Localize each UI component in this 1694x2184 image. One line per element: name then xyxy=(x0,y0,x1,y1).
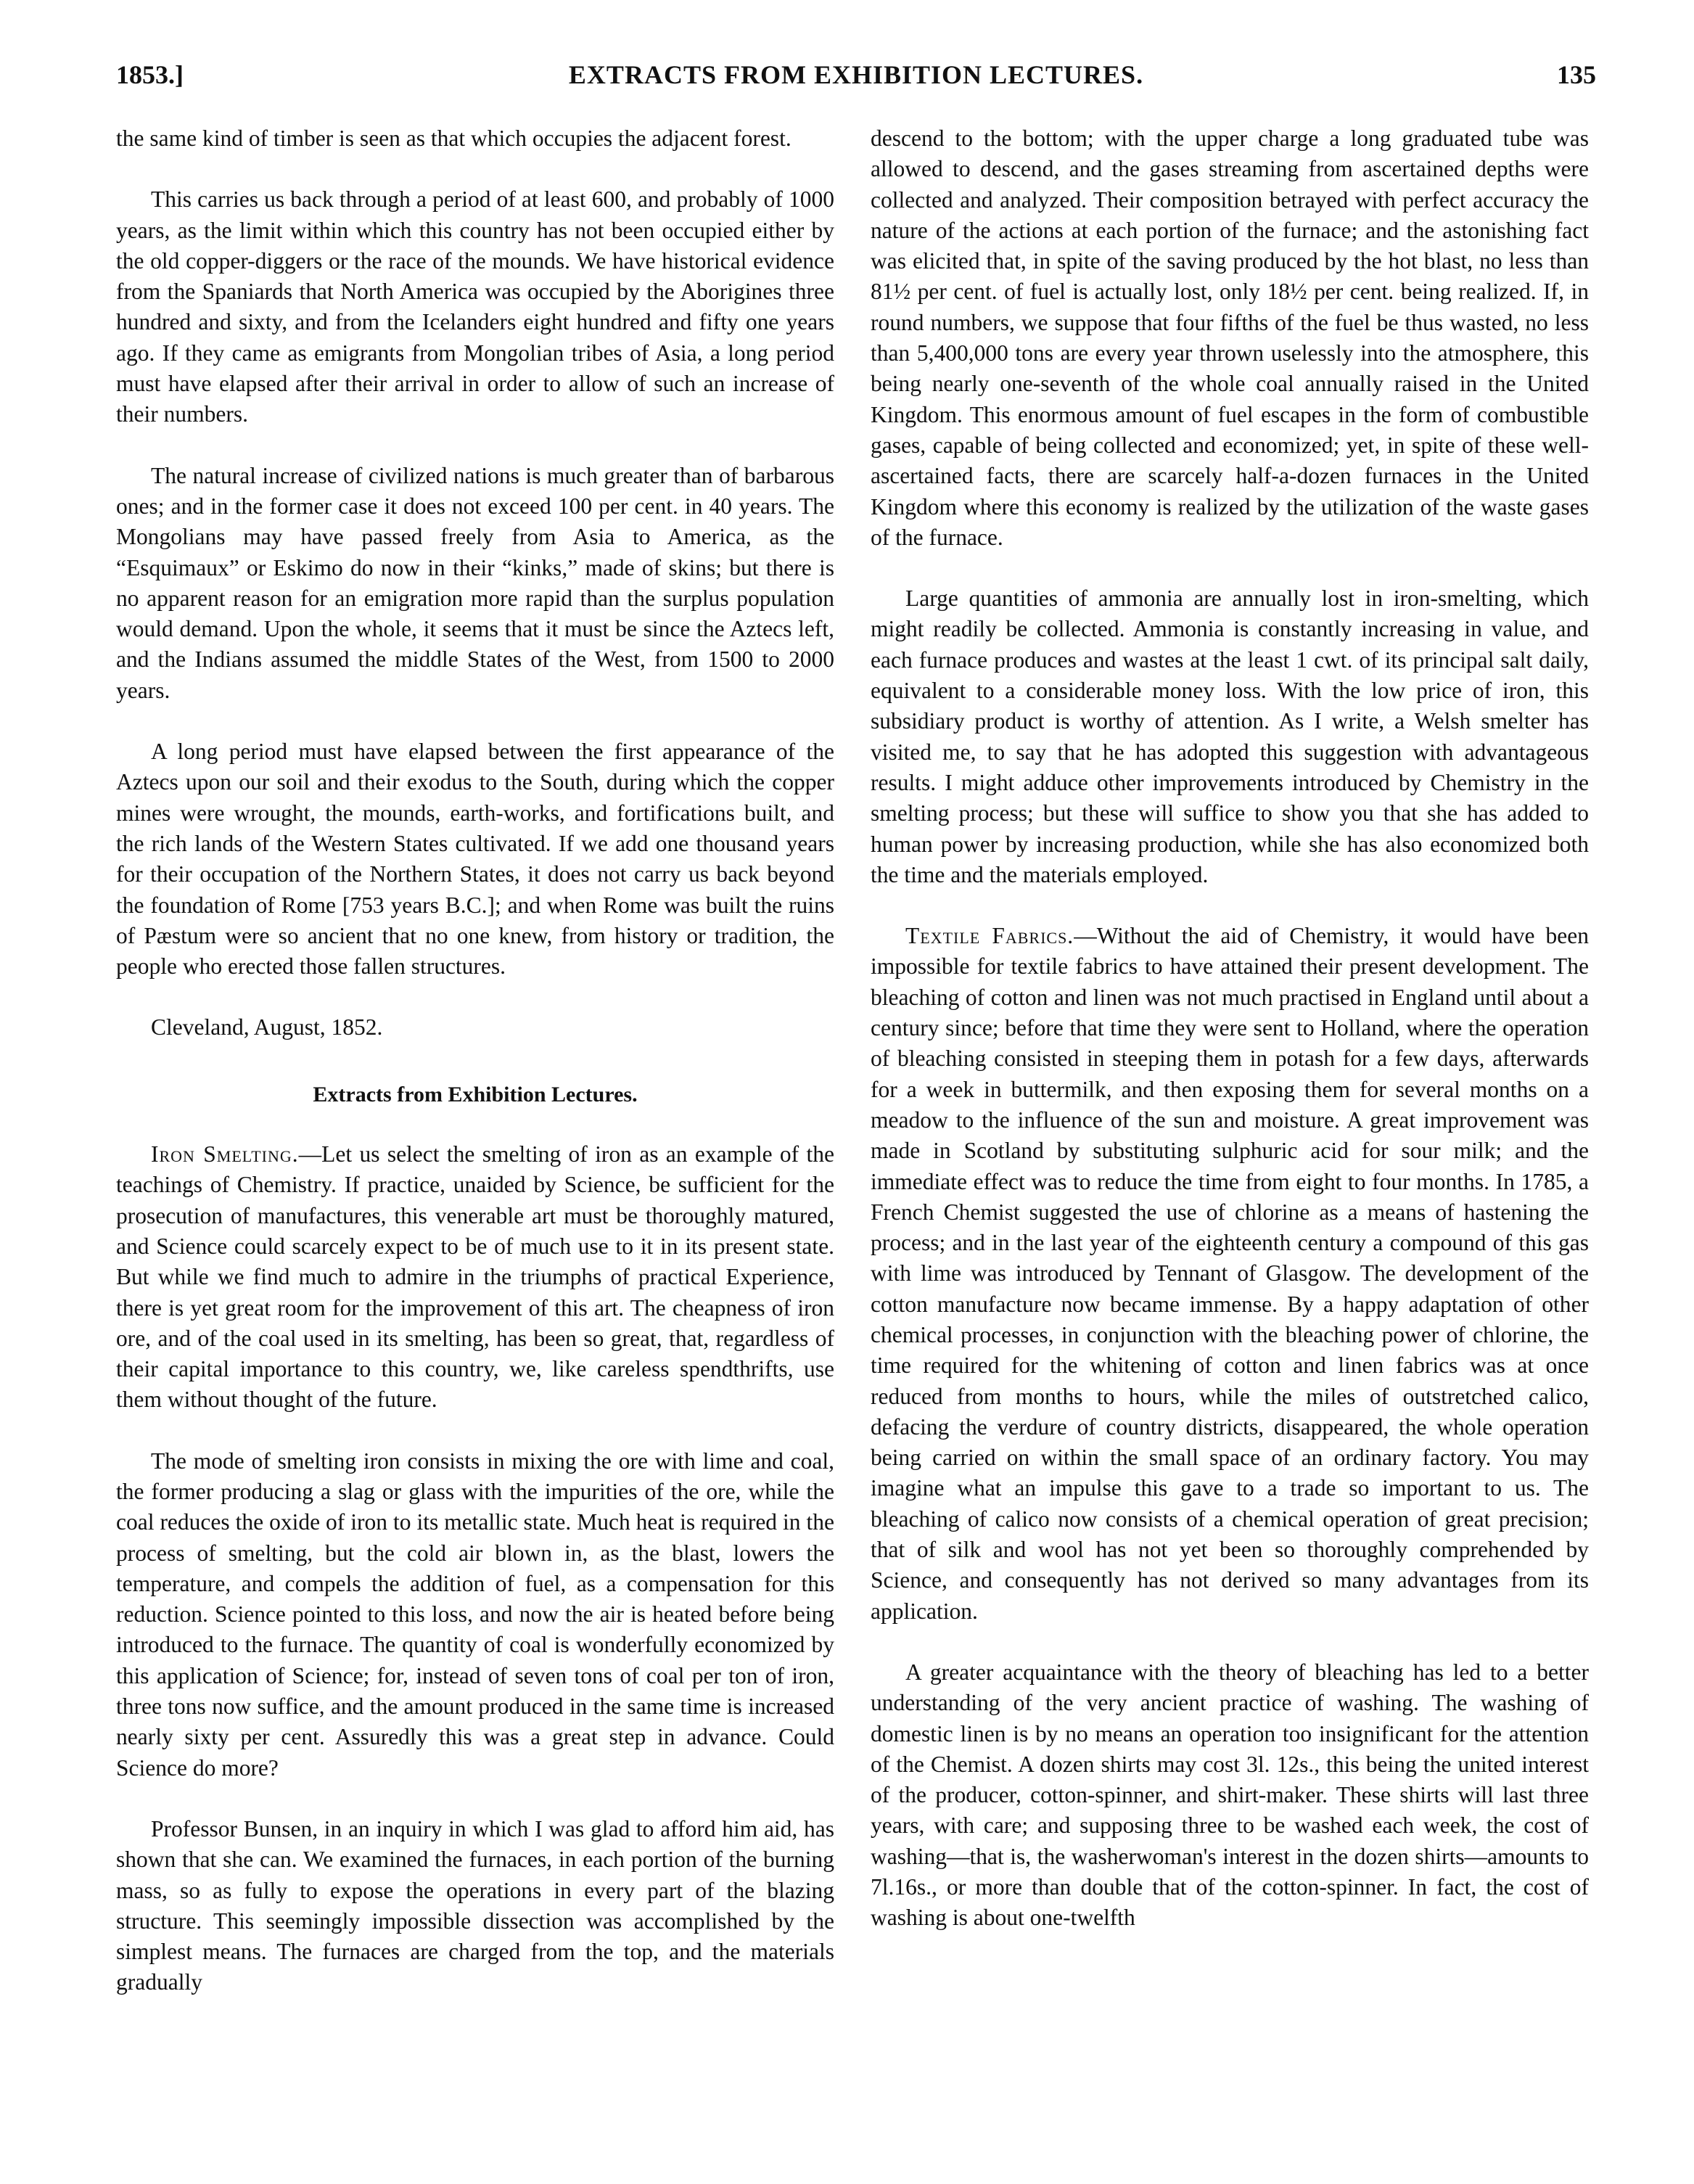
paragraph: descend to the bottom; with the upper charge a long graduated tube was allowed to descend, and the gases streaming from ascertained depths were collected and analyzed. Their composition betrayed with perfect accuracy the nature of the actions at each portion of the furnace; and the astonishing fact was elicited that, in spite of the saving produced by the hot blast, no less than 81½ per cent. of fuel is actually lost, only 18½ per cent. being realized. If, in round numbers, we suppose that four fifths of the fuel be thus wasted, no less than 5,400,000 tons are every year thrown uselessly into the atmosphere, this being nearly one-seventh of the whole coal annually raised in the United Kingdom. This enormous amount of fuel escapes in the form of combustible gases, capable of being collected and economized; yet, in spite of these well-ascertained facts, there are scarcely half-a-dozen furnaces in the United Kingdom where this economy is realized by the utilization of the waste gases of the furnace. xyxy=(871,126,1589,550)
paragraph: The mode of smelting iron consists in mixing the ore with lime and coal, the former producing a slag or glass with the impurities of the ore, while the coal reduces the oxide of iron to its metallic state. Much heat is required in the process of smelting, but the cold air blown in, as the blast, lowers the temperature, and compels the addition of fuel, as a compensation for this reduction. Science pointed to this loss, and now the air is heated before being introduced to the furnace. The quantity of coal is wonderfully economized by this application of Science; for, instead of seven tons of coal per ton of iron, three tons now suffice, and the amount produced in the same time is increased nearly sixty per cent. Assuredly this was a great step in advance. Could Science do more? xyxy=(116,1448,834,1781)
paragraph: The natural increase of civilized nations is much greater than of barbarous ones; and in the former case it does not exceed 100 per cent. in 40 years. The Mongolians may have passed freely from Asia to America, as the “Esquimaux” or Eskimo do now in their “kinks,” made of skins; but there is no apparent reason for an emigration more rapid than the surplus population would demand. Upon the whole, it seems that it must be since the Aztecs left, and the Indians assumed the middle States of the West, from 1500 to 2000 years. xyxy=(116,462,834,703)
paragraph: A greater acquaintance with the theory of bleaching has led to a better understanding of the very ancient practice of washing. The washing of domestic linen is by no means an operation too insignificant for the attention of the Chemist. A dozen shirts may cost 3l. 12s., this being the united interest of the producer, cotton-spinner, and shirt-maker. These shirts will last three years, with care; and supposing three to be washed each week, the cost of washing—that is, the washerwoman's interest in the dozen shirts—amounts to 7l.16s., or more than double that of the cotton-spinner. In fact, the cost of washing is about one-twelfth xyxy=(871,1659,1589,1931)
header-title: EXTRACTS FROM EXHIBITION LECTURES. xyxy=(568,60,1144,89)
page-number: 135 xyxy=(1557,60,1596,89)
left-column xyxy=(116,123,834,2029)
paragraph: Professor Bunsen, in an inquiry in which I was glad to afford him aid, has shown that she can. We examined the furnaces, in each portion of the burning mass, so as fully to expose the operations in every part of the blazing structure. This seemingly impossible dissection was accomplished by the simplest means. The furnaces are charged from the top, and the materials gradually xyxy=(116,1815,834,1995)
section-title: Extracts from Exhibition Lectures. xyxy=(313,1082,638,1107)
paragraph: Large quantities of ammonia are annually lost in iron-smelting, which might readily be collected. Ammonia is constantly increasing in value, and each furnace produces and wastes at the least 1 cwt. of its principal salt daily, equivalent to a considerable money loss. With the low price of iron, this subsidiary product is worthy of attention. As I write, a Welsh smelter has visited me, to say that he has adopted this suggestion with advantageous results. I might adduce other improvements introduced by Chemistry in the smelting process; but these will suffice to show you that she has added to human power by increasing production, while she has also economized both the time and the materials employed. xyxy=(871,586,1589,887)
right-column xyxy=(871,123,1589,1964)
paragraph: This carries us back through a period of at least 600, and probably of 1000 years, as the limit within which this country has not been occupied either by the old copper-diggers or the race of the mounds. We have historical evidence from the Spaniards that North America was occupied by the Aborigines three hundred and sixty, and from the Icelanders eight hundred and fifty one years ago. If they came as emigrants from Mongolian tribes of Asia, a long period must have elapsed after their arrival in order to allow of such an increase of their numbers. xyxy=(116,186,834,427)
paragraph-body: —Without the aid of Chemistry, it would have been impossible for textile fabrics to have attained their present development. The bleaching of cotton and linen was not much practised in England until about a century since; before that time they were sent to Holland, where the operation of bleaching consisted in steeping them in potash for a few days, afterwards for a week in buttermilk, and then exposing them for several months on a meadow to the influence of the sun and moisture. A great improvement was made in Scotland by substituting sulphuric acid for sour milk; and the immediate effect was to reduce the time from eight to four months. In 1785, a French Chemist suggested the use of chlorine as a means of hastening the process; and in the last year of the eighteenth century a compound of this gas with lime was introduced by Tennant of Glasgow. The development of the cotton manufacture now became immense. By a happy adaptation of other chemical processes, in conjunction with the bleaching power of chlorine, the time required for the whitening of cotton and linen fabrics was at once reduced from months to hours, while the miles of outstretched calico, defacing the verdure of country districts, disappeared, the whole operation being carried on within the small space of an ordinary factory. You may imagine what an impulse this gave to a trade so important to us. The bleaching of calico now consists of a chemical operation of great precision; that of silk and wool has not yet been so thoroughly comprehended by Science, and consequently has not derived so many advantages from its application. xyxy=(871,923,1589,1624)
paragraph xyxy=(116,1139,834,1416)
paragraph xyxy=(871,921,1589,1627)
paragraph-lead: Textile Fabrics. xyxy=(905,923,1074,949)
paragraph: A long period must have elapsed between the first appearance of the Aztecs upon our soil and their exodus to the South, during which the copper mines were wrought, the mounds, earth-works, and fortifications built, and the rich lands of the Western States cultivated. If we add one thousand years for their occupation of the Northern States, it does not carry us back beyond the foundation of Rome [753 years B.C.]; and when Rome was built the ruins of Pæstum were so ancient that no one knew, from history or tradition, the people who erected those fallen structures. xyxy=(116,739,834,980)
paragraph-body: —Let us select the smelting of iron as an example of the teachings of Chemistry. If practice, unaided by Science, be sufficient for the prosecution of manufactures, this venerable art must be thoroughly matured, and Science could scarcely expect to be of much use to it in its present state. But while we find much to admire in the triumphs of practical Experience, there is yet great room for the improvement of this art. The cheapness of iron ore, and of the coal used in its smelting, has been so great, that, regardless of their capital importance to this country, we, like careless spendthrifts, use them without thought of the future. xyxy=(116,1141,834,1413)
running-header xyxy=(116,59,1596,103)
header-year: 1853.] xyxy=(116,60,184,89)
signature-line: Cleveland, August, 1852. xyxy=(151,1014,383,1040)
paragraph: the same kind of timber is seen as that which occupies the adjacent forest. xyxy=(116,126,792,151)
paragraph-lead: Iron Smelting. xyxy=(151,1141,299,1167)
